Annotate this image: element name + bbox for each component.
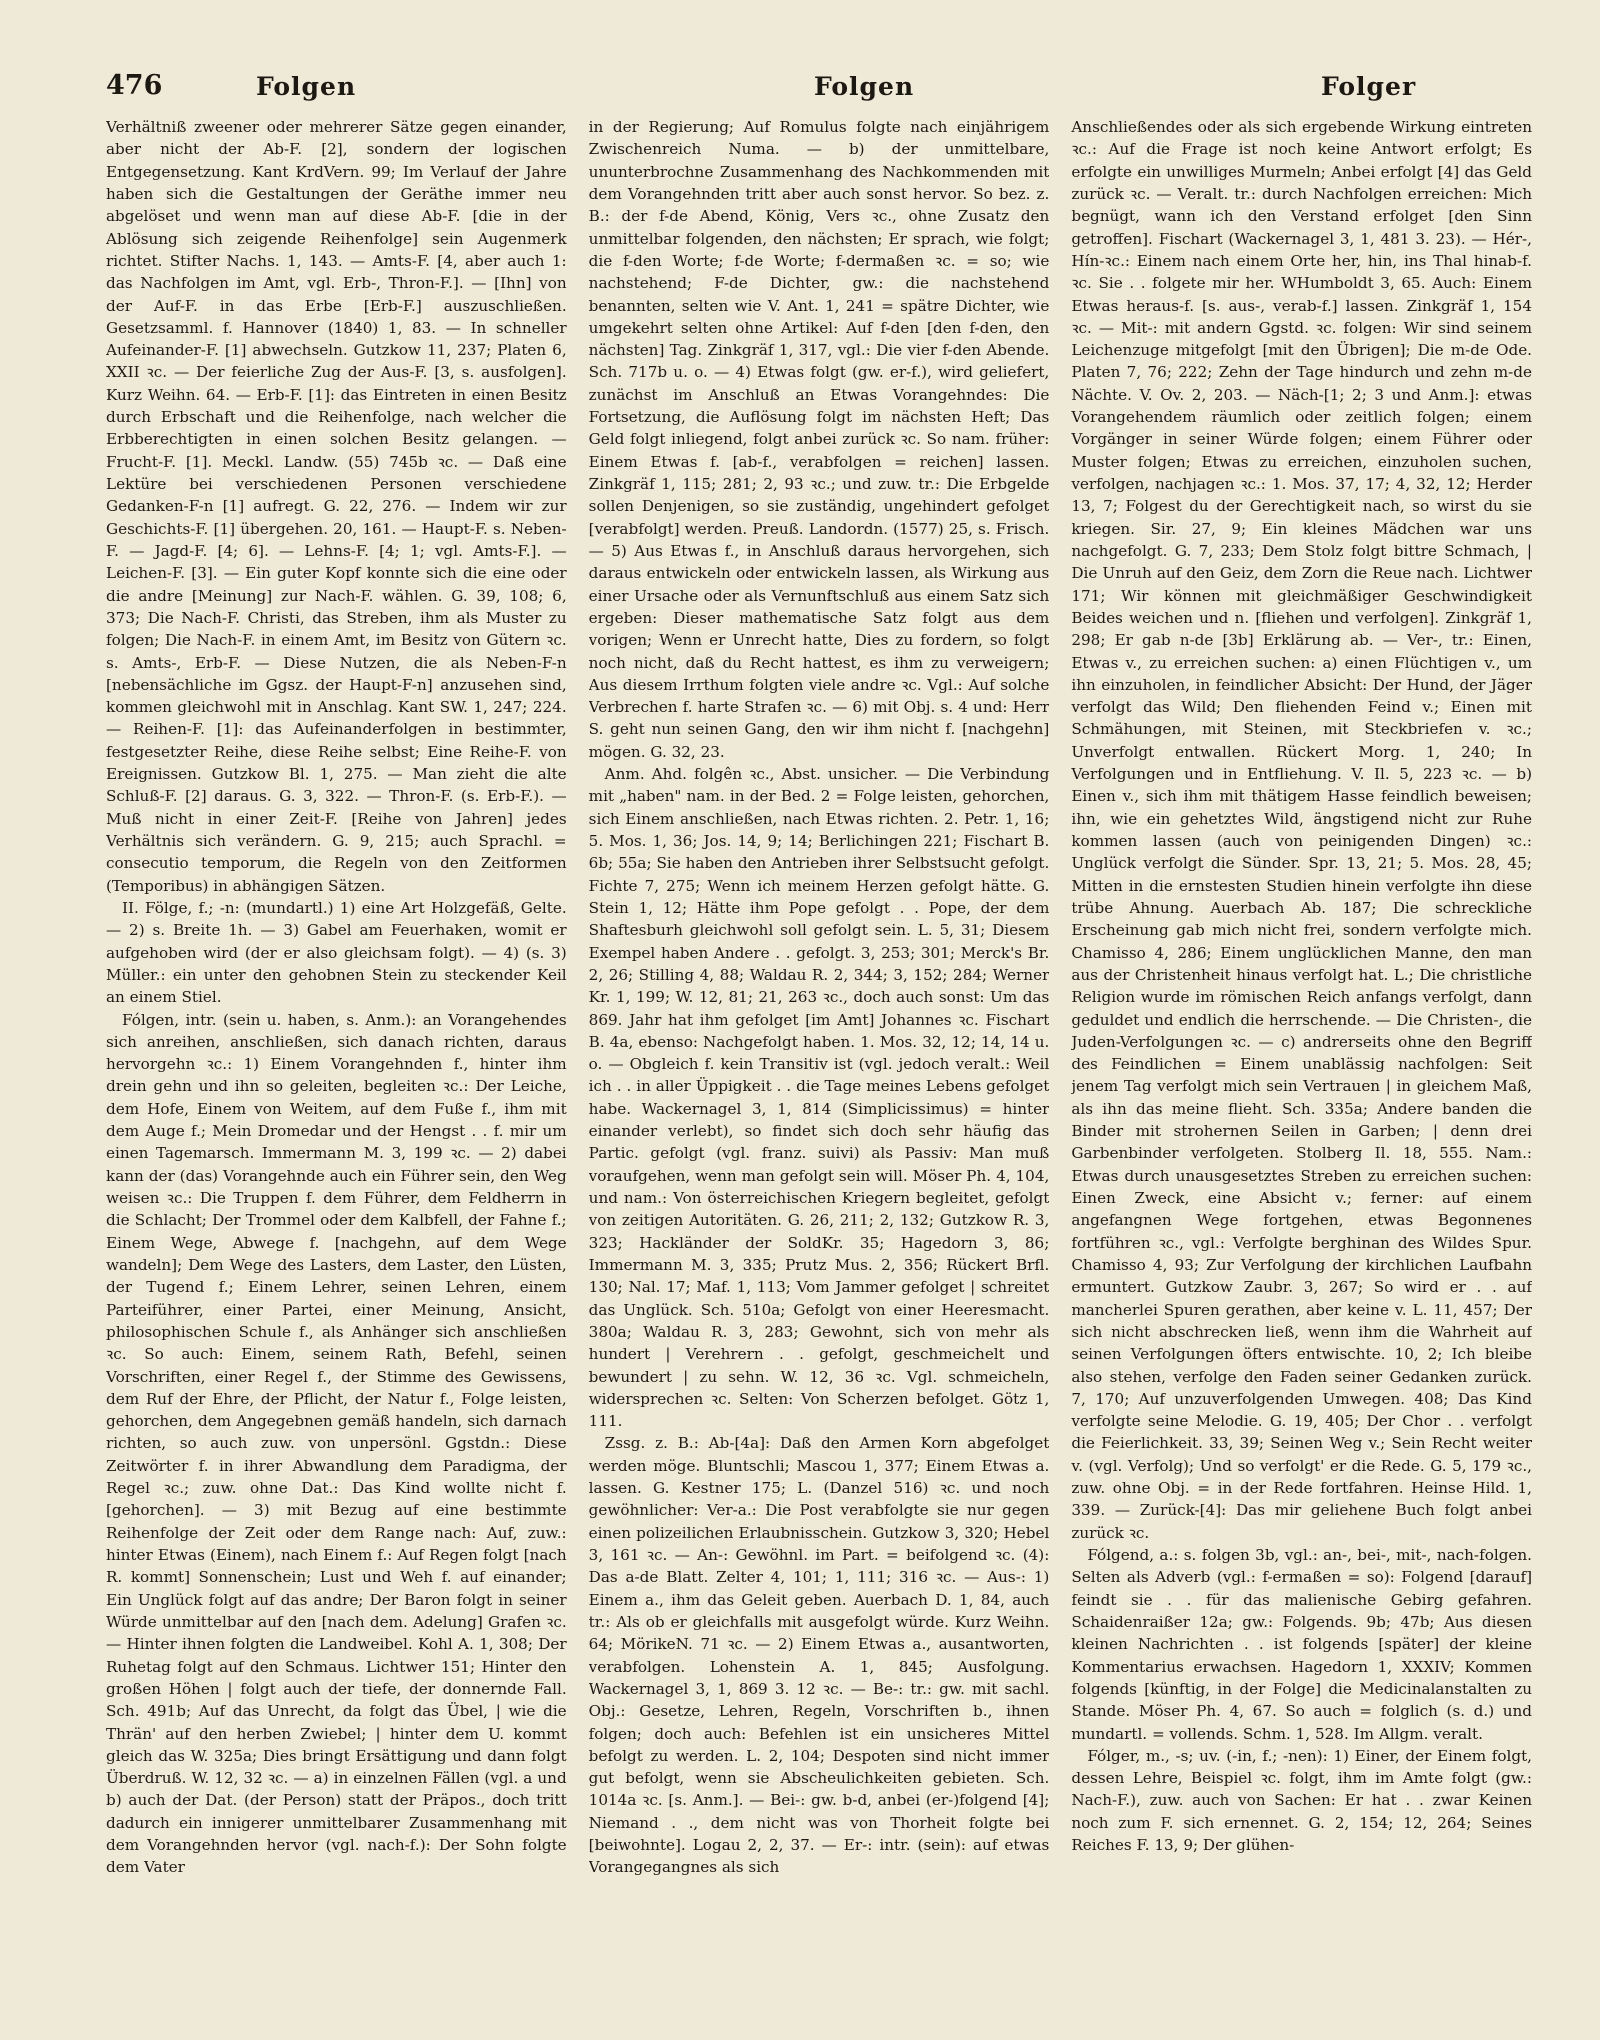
- entry-paragraph: Fólgen, intr. (sein u. haben, s. Anm.): an Vorangehendes sich anreihen, anschließen, sich danach richten, daraus hervorgehn ꝛc.: 1) Einem Vorangehnden f., hinter ihm drein gehn und ihn so geleiten, begleiten ꝛc.: Der Leiche, dem Hofe, Einem von Weitem, auf dem Fuße f., ihm mit dem Auge f.; Mein Dromedar und der Hengst . . f. mir um einen Tagemarsch. Immermann M. 3, 199 ꝛc. — 2) dabei kann der (das) Vorangehnde auch ein Führer sein, den Weg weisen ꝛc.: Die Truppen f. dem Führer, dem Feldherrn in die Schlacht; Der Trommel oder dem Kalbfell, der Fahne f.; Einem Wege, Abwege f. [nachgehn, auf dem Wege wandeln]; Dem Wege des Lasters, dem Laster, den Lüsten, der Tugend f.; Einem Lehrer, seinen Lehren, einem Parteiführer, einer Partei, einer Meinung, Ansicht, philosophischen Schule f., als Anhänger sich anschließen ꝛc. So auch: Einem, seinem Rath, Befehl, seinen Vorschriften, einer Regel f., der Stimme des Gewissens, dem Ruf der Ehre, der Pflicht, der Natur f., Folge leisten, gehorchen, dem Angegebnen gemäß handeln, sich darnach richten, so auch zuw. von unpersönl. Ggstdn.: Diese Zeitwörter f. in ihrer Abwandlung dem Paradigma, der Regel ꝛc.; zuw. ohne Dat.: Das Kind wollte nicht f. [gehorchen]. — 3) mit Bezug auf eine bestimmte Reihenfolge der Zeit oder dem Range nach: Auf, zuw.: hinter Etwas (Einem), nach Einem f.: Auf Regen folgt [nach R. kommt] Sonnenschein; Lust und Weh f. auf einander; Ein Unglück folgt auf das andre; Der Baron folgt in seiner Würde unmittelbar auf den [nach dem. Adelung] Grafen ꝛc. — Hinter ihnen folgten die Landweibel. Kohl A. 1, 308; Der Ruhetag folgt auf den Schmaus. Lichtwer 151; Hinter den großen Höhen | folgt auch der tiefe, der donnernde Fall. Sch. 491b; Auf das Unrecht, da folgt das Übel, | wie die Thrän' auf den herben Zwiebel; | hinter dem U. kommt gleich das W. 325a; Dies bringt Ersättigung und dann folgt Überdruß. W. 12, 32 ꝛc. — a) in einzelnen Fällen (vgl. a und b) auch der Dat. (der Person) statt der Präpos., doch tritt dadurch ein innigerer unmittelbarer Zusammenhang mit dem Vorangehnden hervor (vgl. nach-f.): Der Sohn folgte dem Vater: [106, 1010, 567, 1877]
- entry-paragraph: in der Regierung; Auf Romulus folgte nach einjährigem Zwischenreich Numa. — b) der unmittelbare, ununterbrochne Zusammenhang des Nachkommenden mit dem Vorangehnden tritt aber auch sonst hervor. So bez. z. B.: der f-de Abend, König, Vers ꝛc., ohne Zusatz den unmittelbar folgenden, den nächsten; Er sprach, wie folgt; die f-den Worte; f-de Worte; f-dermaßen ꝛc. = so; wie nachstehend; F-de Dichter, gw.: die nachstehend benannten, selten wie V. Ant. 1, 241 = spätre Dichter, wie umgekehrt selten ohne Artikel: Auf f-den [den f-den, den nächsten] Tag. Zinkgräf 1, 317, vgl.: Die vier f-den Abende. Sch. 717b u. o. — 4) Etwas folgt (gw. er-f.), wird geliefert, zunächst im Anschluß an Etwas Vorangehndes: Die Fortsetzung, die Auflösung folgt im nächsten Heft; Das Geld folgt inliegend, folgt anbei zurück ꝛc. So nam. früher: Einem Etwas f. [ab-f., verabfolgen = reichen] lassen. Zinkgräf 1, 115; 281; 2, 93 ꝛc.; und zuw. tr.: Die Erbgelde sollen Denjenigen, so sie zuständig, ungehindert gefolget [verabfolgt] werden. Preuß. Landordn. (1577) 25, s. Frisch. — 5) Aus Etwas f., in Anschluß daraus hervorgehen, sich daraus entwickeln oder entwickeln lassen, als Wirkung aus einer Ursache oder als Vernunftschluß aus einem Satz sich ergeben: Dieser mathematische Satz folgt aus dem vorigen; Wenn er Unrecht hatte, Dies zu fordern, so folgt noch nicht, daß du Recht hattest, es ihm zu verweigern; Aus diesem Irrthum folgten viele andre ꝛc. Vgl.: Auf solche Verbrechen f. harte Strafen ꝛc. — 6) mit Obj. s. 4 und: Herr S. geht nun seinen Gang, den wir ihm nicht f. [nachgehn] mögen. G. 32, 23.: [588, 118, 1050, 761]
- entry-paragraph: Verhältniß zweener oder mehrerer Sätze gegen einander, aber nicht der Ab-F. [2], sondern der logischen Entgegensetzung. Kant KrdVern. 99; Im Verlauf der Jahre haben sich die Gestaltungen der Geräthe immer neu abgelöset und wenn man auf diese Ab-F. [die in der Ablösung sich zeigende Reihenfolge] sein Augenmerk richtet. Stifter Nachs. 1, 143. — Amts-F. [4, aber auch 1: das Nachfolgen im Amt, vgl. Erb-, Thron-F.]. — [Ihn] von der Auf-F. in das Erbe [Erb-F.] auszuschließen. Gesetzsamml. f. Hannover (1840) 1, 83. — In schneller Aufeinander-F. [1] abwechseln. Gutzkow 11, 237; Platen 6, XXII ꝛc. — Der feierliche Zug der Aus-F. [3, s. ausfolgen]. Kurz Weihn. 64. — Erb-F. [1]: das Eintreten in einen Besitz durch Erbschaft und die Reihenfolge, nach welcher die Erbberechtigten in einen solchen Besitz gelangen. — Frucht-F. [1]. Meckl. Landw. (55) 745b ꝛc. — Daß eine Lektüre bei verschiedenen Personen verschiedene Gedanken-F-n [1] aufregt. G. 22, 276. — Indem wir zur Geschichts-F. [1] übergehen. 20, 161. — Haupt-F. s. Neben-F. — Jagd-F. [4; 6]. — Lehns-F. [4; 1; vgl. Amts-F.]. — Leichen-F. [3]. — Ein guter Kopf konnte sich die eine oder die andre [Meinung] zur Nach-F. wählen. G. 39, 108; 6, 373; Die Nach-F. Christi, das Streben, ihm als Muster zu folgen; Die Nach-F. in einem Amt, im Besitz von Gütern ꝛc. s. Amts-, Erb-F. — Diese Nutzen, die als Neben-F-n [nebensächliche im Ggsz. der Haupt-F-n] anzusehen sind, kommen gleichwohl mit in Anschlag. Kant SW. 1, 247; 224. — Reihen-F. [1]: das Aufeinanderfolgen in bestimmter, festgesetzter Reihe, diese Reihe selbst; Eine Reihe-F. von Ereignissen. Gutzkow Bl. 1, 275. — Man zieht die alte Schluß-F. [2] daraus. G. 3, 322. — Thron-F. (s. Erb-F.). — Muß nicht in einer Zeit-F. [Reihe von Jahren] jedes Verhältnis sich verändern. G. 9, 215; auch Sprachl. = consecutio temporum, die Regeln von den Zeitformen (Temporibus) in abhängigen Sätzen.: [106, 118, 567, 895]
- text-columns: [106, 116, 1532, 2001]
- left-running-head: Folgen: [256, 72, 357, 101]
- column-middle: [589, 116, 1050, 2001]
- entry-paragraph: Anschließendes oder als sich ergebende Wirkung eintreten ꝛc.: Auf die Frage ist noch keine Antwort erfolgt; Es erfolgte ein unwilliges Murmeln; Anbei erfolgt [4] das Geld zurück ꝛc. — Veralt. tr.: durch Nachfolgen erreichen: Mich begnügt, wann ich den Verstand erfolget [den Sinn getroffen]. Fischart (Wackernagel 3, 1, 481 3. 23). — Hér-, Hín-ꝛc.: Einem nach einem Orte her, hin, ins Thal hinab-f. ꝛc. Sie . . folgete mir her. WHumboldt 3, 65. Auch: Einem Etwas heraus-f. [s. aus-, verab-f.] lassen. Zinkgräf 1, 154 ꝛc. — Mit-: mit andern Ggstd. ꝛc. folgen: Wir sind seinem Leichenzuge mitgefolgt [mit den Übrigen]; Die m-de Ode. Platen 7, 76; 222; Zehn der Tage hindurch und zehn m-de Nächte. V. Ov. 2, 203. — Näch-[1; 2; 3 und Anm.]: etwas Vorangehendem räumlich oder zeitlich folgen; einem Vorgänger in seiner Würde folgen; einem Führer oder Muster folgen; Etwas zu erreichen, einzuholen suchen, verfolgen, nachjagen ꝛc.: 1. Mos. 37, 17; 4, 32, 12; Herder 13, 7; Folgest du der Gerechtigkeit nach, so wirst du sie kriegen. Sir. 27, 9; Ein kleines Mädchen war uns nachgefolgt. G. 7, 233; Dem Stolz folgt bittre Schmach, | Die Unruh auf den Geiz, dem Zorn die Reue nach. Lichtwer 171; Wir können mit gleichmäßiger Geschwindigkeit Beides weichen und n. [fliehen und verfolgen]. Zinkgräf 1, 298; Er gab n-de [3b] Erklärung ab. — Ver-, tr.: Einen, Etwas v., zu erreichen suchen: a) einen Flüchtigen v., um ihn einzuholen, in feindlicher Absicht: Der Hund, der Jäger verfolgt das Wild; Den fliehenden Feind v.; Einen mit Schmähungen, mit Steinen, mit Steckbriefen v. ꝛc.; Unverfolgt entwallen. Rückert Morg. 1, 240; In Verfolgungen und in Entfliehung. V. Il. 5, 223 ꝛc. — b) Einen v., sich ihm mit thätigem Hasse feindlich beweisen; ihn, wie ein gehetztes Wild, ängstigend nicht zur Ruhe kommen lassen (auch von peinigenden Dingen) ꝛc.: Unglück verfolgt die Sünder. Spr. 13, 21; 5. Mos. 28, 45; Mitten in die ernstesten Studien hinein verfolgte ihn diese trübe Ahnung. Auerbach Ab. 187; Die schreckliche Erscheinung gab mich nicht frei, sondern verfolgte mich. Chamisso 4, 286; Einem unglücklichen Manne, den man aus der Christenheit hinaus verfolgt hat. L.; Die christliche Religion wurde im römischen Reich anfangs verfolgt, dann geduldet und endlich die herrschende. — Die Christen-, die Juden-Verfolgungen ꝛc. — c) andrerseits ohne den Begriff des Feindlichen = Einem unablässig nachfolgen: Seit jenem Tag verfolgt mich sein Vertrauen | in gleichem Maß, als ihn das meine flieht. Sch. 335a; Andere banden die Binder mit strohernen Seilen in Garben; | denn drei Garbenbinder verfolgeten. Stolberg Il. 18, 555. Nam.: Etwas durch unausgesetztes Streben zu erreichen suchen: Einen Zweck, eine Absicht v.; ferner: auf einem angefangnen Wege fortgehen, etwas Begonnenes fortführen ꝛc., vgl.: Verfolgte berghinan des Wildes Spur. Chamisso 4, 93; Zur Verfolgung der kirchlichen Laufbahn ermuntert. Gutzkow Zaubr. 3, 267; So wird er . . auf mancherlei Spuren gerathen, aber keine v. L. 11, 457; Der sich nicht abschrecken ließ, wenn ihm die Wahrheit auf seinen Verfolgungen öfters entwischte. 10, 2; Ich bleibe also stehen, verfolge den Faden seiner Gedanken zurück. 7, 170; Auf unzuverfolgenden Umwegen. 408; Das Kind verfolgte seine Melodie. G. 19, 405; Der Chor . . verfolgt die Feierlichkeit. 33, 39; Seinen Weg v.; Sein Recht weiter v. (vgl. Verfolg); Und so verfolgt' er die Rede. G. 5, 179 ꝛc., zuw. ohne Obj. = in der Rede fortfahren. Heinse Hild. 1, 339. — Zurück-[4]: Das mir geliehene Buch folgt anbei zurück ꝛc.: [1071, 118, 1533, 1542]
- entry-paragraph: Zssg. z. B.: Ab-[4a]: Daß den Armen Korn abgefolget werden möge. Bluntschli; Mascou 1, 377; Einem Etwas a. lassen. G. Kestner 175; L. (Danzel 516) ꝛc. und noch gewöhnlicher: Ver-a.: Die Post verabfolgte sie nur gegen einen polizeilichen Erlaubnisschein. Gutzkow 3, 320; Hebel 3, 161 ꝛc. — An-: Gewöhnl. im Part. = beifolgend ꝛc. (4): Das a-de Blatt. Zelter 4, 101; 1, 111; 316 ꝛc. — Aus-: 1) Einem a., ihm das Geleit geben. Auerbach D. 1, 84, auch tr.: Als ob er gleichfalls mit ausgefolgt würde. Kurz Weihn. 64; MörikeN. 71 ꝛc. — 2) Einem Etwas a., ausantworten, verabfolgen. Lohenstein A. 1, 845; Ausfolgung. Wackernagel 3, 1, 869 3. 12 ꝛc. — Be-: tr.: gw. mit sachl. Obj.: Gesetze, Lehren, Regeln, Vorschriften b., ihnen folgen; doch auch: Befehlen ist ein unsicheres Mittel befolgt zu werden. L. 2, 104; Despoten sind nicht immer gut befolgt, wenn sie Abscheulichkeiten gebieten. Sch. 1014a ꝛc. [s. Anm.]. — Bei-: gw. b-d, anbei (er-)folgend [4]; Niemand . ., dem nicht was von Thorheit folgte bei [beiwohnte]. Logau 2, 2, 37. — Er-: intr. (sein): auf etwas Vorangegangnes als sich: [588, 1434, 1050, 1877]
- entry-paragraph: II. Fölge, f.; -n: (mundartl.) 1) eine Art Holzgefäß, Gelte. — 2) s. Breite 1h. — 3) Gabel am Feuerhaken, womit er aufgehoben wird (der er also gleichsam folgt). — 4) (s. 3) Müller.: ein unter den gehobnen Stein zu steckender Keil an einem Stiel.: [106, 898, 567, 1007]
- column-right: [1071, 116, 1532, 2001]
- center-running-head: Folgen: [814, 72, 915, 101]
- running-header: [106, 62, 1532, 108]
- entry-paragraph: Fólger, m., -s; uv. (-in, f.; -nen): 1) Einer, der Einem folgt, dessen Lehre, Beispiel ꝛc. folgt, ihm im Amte folgt (gw.: Nach-F.), zuw. auch von Sachen: Er hat . . zwar Keinen noch zum F. sich ernennet. G. 2, 154; 12, 264; Seines Reiches F. 13, 9; Der glühen-: [1071, 1746, 1533, 1855]
- page-number: 476: [106, 70, 163, 101]
- entry-paragraph: Anm. Ahd. folgên ꝛc., Abst. unsicher. — Die Verbindung mit „haben" nam. in der Bed. 2 = Folge leisten, gehorchen, sich Einem anschließen, nach Etwas richten. 2. Petr. 1, 16; 5. Mos. 1, 36; Jos. 14, 9; 14; Berlichingen 221; Fischart B. 6b; 55a; Sie haben den Antrieben ihrer Selbstsucht gefolgt. Fichte 7, 275; Wenn ich meinem Herzen gefolgt hätte. G. Stein 1, 12; Hätte ihm Pope gefolgt . . Pope, der dem Shaftesburh gleichwohl soll gefolgt sein. L. 5, 31; Diesem Exempel haben Andere . . gefolgt. 3, 253; 301; Merck's Br. 2, 26; Stilling 4, 88; Waldau R. 2, 344; 3, 152; 284; Werner Kr. 1, 199; W. 12, 81; 21, 263 ꝛc., doch auch sonst: Um das 869. Jahr hat ihm gefolget [im Amt] Johannes ꝛc. Fischart B. 4a, ebenso: Nachgefolgt haben. 1. Mos. 32, 12; 14, 14 u. o. — Obgleich f. kein Transitiv ist (vgl. jedoch veralt.: Weil ich . . in aller Üppigkeit . . die Tage meines Lebens gefolget habe. Wackernagel 3, 1, 814 (Simplicissimus) = hinter einander verlebt), so findet sich doch sehr häufig das Partic. gefolgt (vgl. franz. suivi) als Passiv: Man muß voraufgehen, wenn man gefolgt sein will. Möser Ph. 4, 104, und nam.: Von österreichischen Kriegern begleitet, gefolgt von zeitigen Autoritäten. G. 26, 211; 2, 132; Gutzkow R. 3, 323; Hackländer der SoldKr. 35; Hagedorn 3, 86; Immermann M. 3, 335; Prutz Mus. 2, 356; Rückert Brfl. 130; Nal. 17; Maf. 1, 113; Vom Jammer gefolget | schreitet das Unglück. Sch. 510a; Gefolgt von einer Heeresmacht. 380a; Waldau R. 3, 283; Gewohnt, sich von mehr als hundert | Verehrern . . gefolgt, geschmeichelt und bewundert | zu sehn. W. 12, 36 ꝛc. Vgl. schmeicheln, widersprechen ꝛc. Selten: Von Scherzen befolget. Götz 1, 111.: [588, 765, 1050, 1431]
- right-running-head: Folger: [1321, 72, 1417, 101]
- column-left: [106, 116, 567, 2001]
- entry-paragraph: Fólgend, a.: s. folgen 3b, vgl.: an-, bei-, mit-, nach-folgen. Selten als Adverb (vgl.: f-ermaßen = so): Folgend [darauf] feindt sie . . für das malienische Gebirg gefahren. Schaidenraißer 12a; gw.: Folgends. 9b; 47b; Aus diesen kleinen Nachrichten . . ist folgends [später] der kleine Kommentarius erwachsen. Hagedorn 1, XXXIV; Kommen folgends [künftig, in der Folge] die Medicinalanstalten zu Stande. Möser Ph. 4, 67. So auch = folglich (s. d.) und mundartl. = vollends. Schm. 1, 528. Im Allgm. veralt.: [1071, 1546, 1533, 1743]
